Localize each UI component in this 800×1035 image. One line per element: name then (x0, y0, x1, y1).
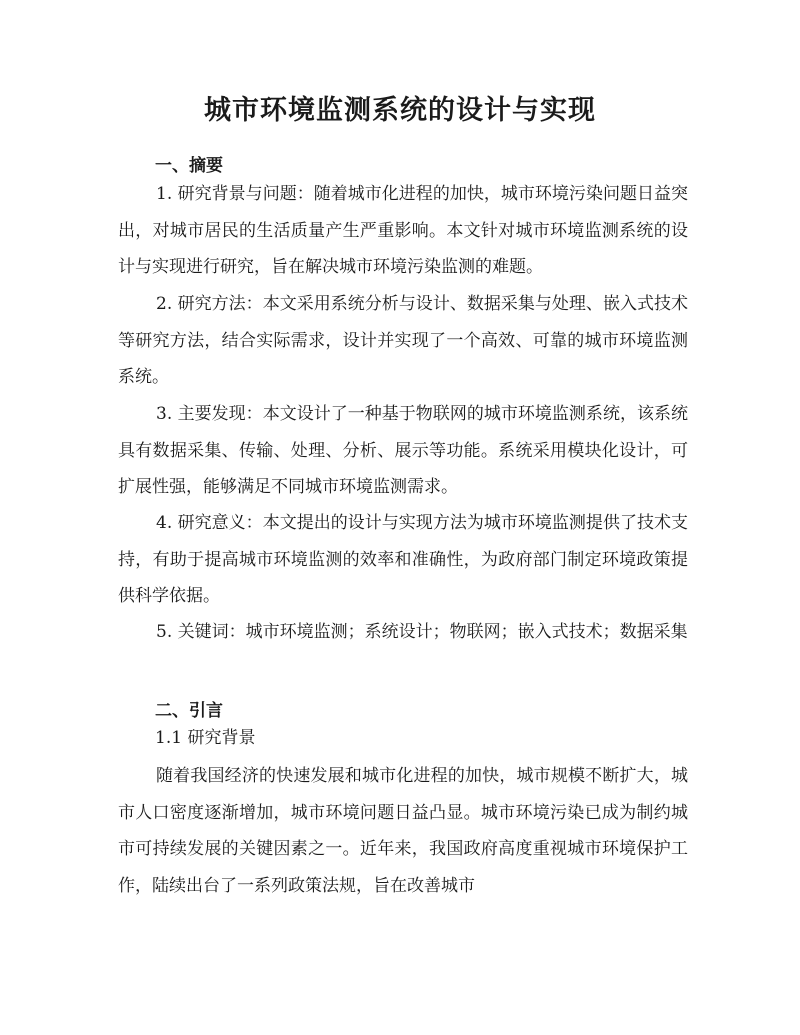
document-title: 城市环境监测系统的设计与实现 (204, 95, 596, 126)
abstract-paragraph-methods: 2. 研究方法：本文采用系统分析与设计、数据采集与处理、嵌入式技术等研究方法，结合实际需求，设计并实现了一个高效、可靠的城市环境监测系统。 (118, 294, 688, 387)
subheading-research-background: 1.1 研究背景 (155, 728, 256, 748)
abstract-paragraph-background: 1. 研究背景与问题：随着城市化进程的加快，城市环境污染问题日益突出，对城市居民的生活质量产生严重影响。本文针对城市环境监测系统的设计与实现进行研究，旨在解决城市环境污染监测的难题。 (118, 184, 688, 277)
section-heading-abstract: 一、摘要 (155, 156, 223, 176)
introduction-paragraph: 随着我国经济的快速发展和城市化进程的加快，城市规模不断扩大，城市人口密度逐渐增加，城市环境问题日益凸显。城市环境污染已成为制约城市可持续发展的关键因素之一。近年来，我国政府高度重视城市环境保护工作，陆续出台了一系列政策法规，旨在改善城市 (118, 766, 688, 896)
abstract-paragraph-findings: 3. 主要发现：本文设计了一种基于物联网的城市环境监测系统，该系统具有数据采集、传输、处理、分析、展示等功能。系统采用模块化设计，可扩展性强，能够满足不同城市环境监测需求。 (118, 404, 688, 497)
section-heading-introduction: 二、引言 (155, 701, 223, 721)
abstract-paragraph-significance: 4. 研究意义：本文提出的设计与实现方法为城市环境监测提供了技术支持，有助于提高城市环境监测的效率和准确性，为政府部门制定环境政策提供科学依据。 (118, 513, 688, 606)
abstract-paragraph-keywords: 5. 关键词：城市环境监测；系统设计；物联网；嵌入式技术；数据采集 (156, 622, 688, 642)
